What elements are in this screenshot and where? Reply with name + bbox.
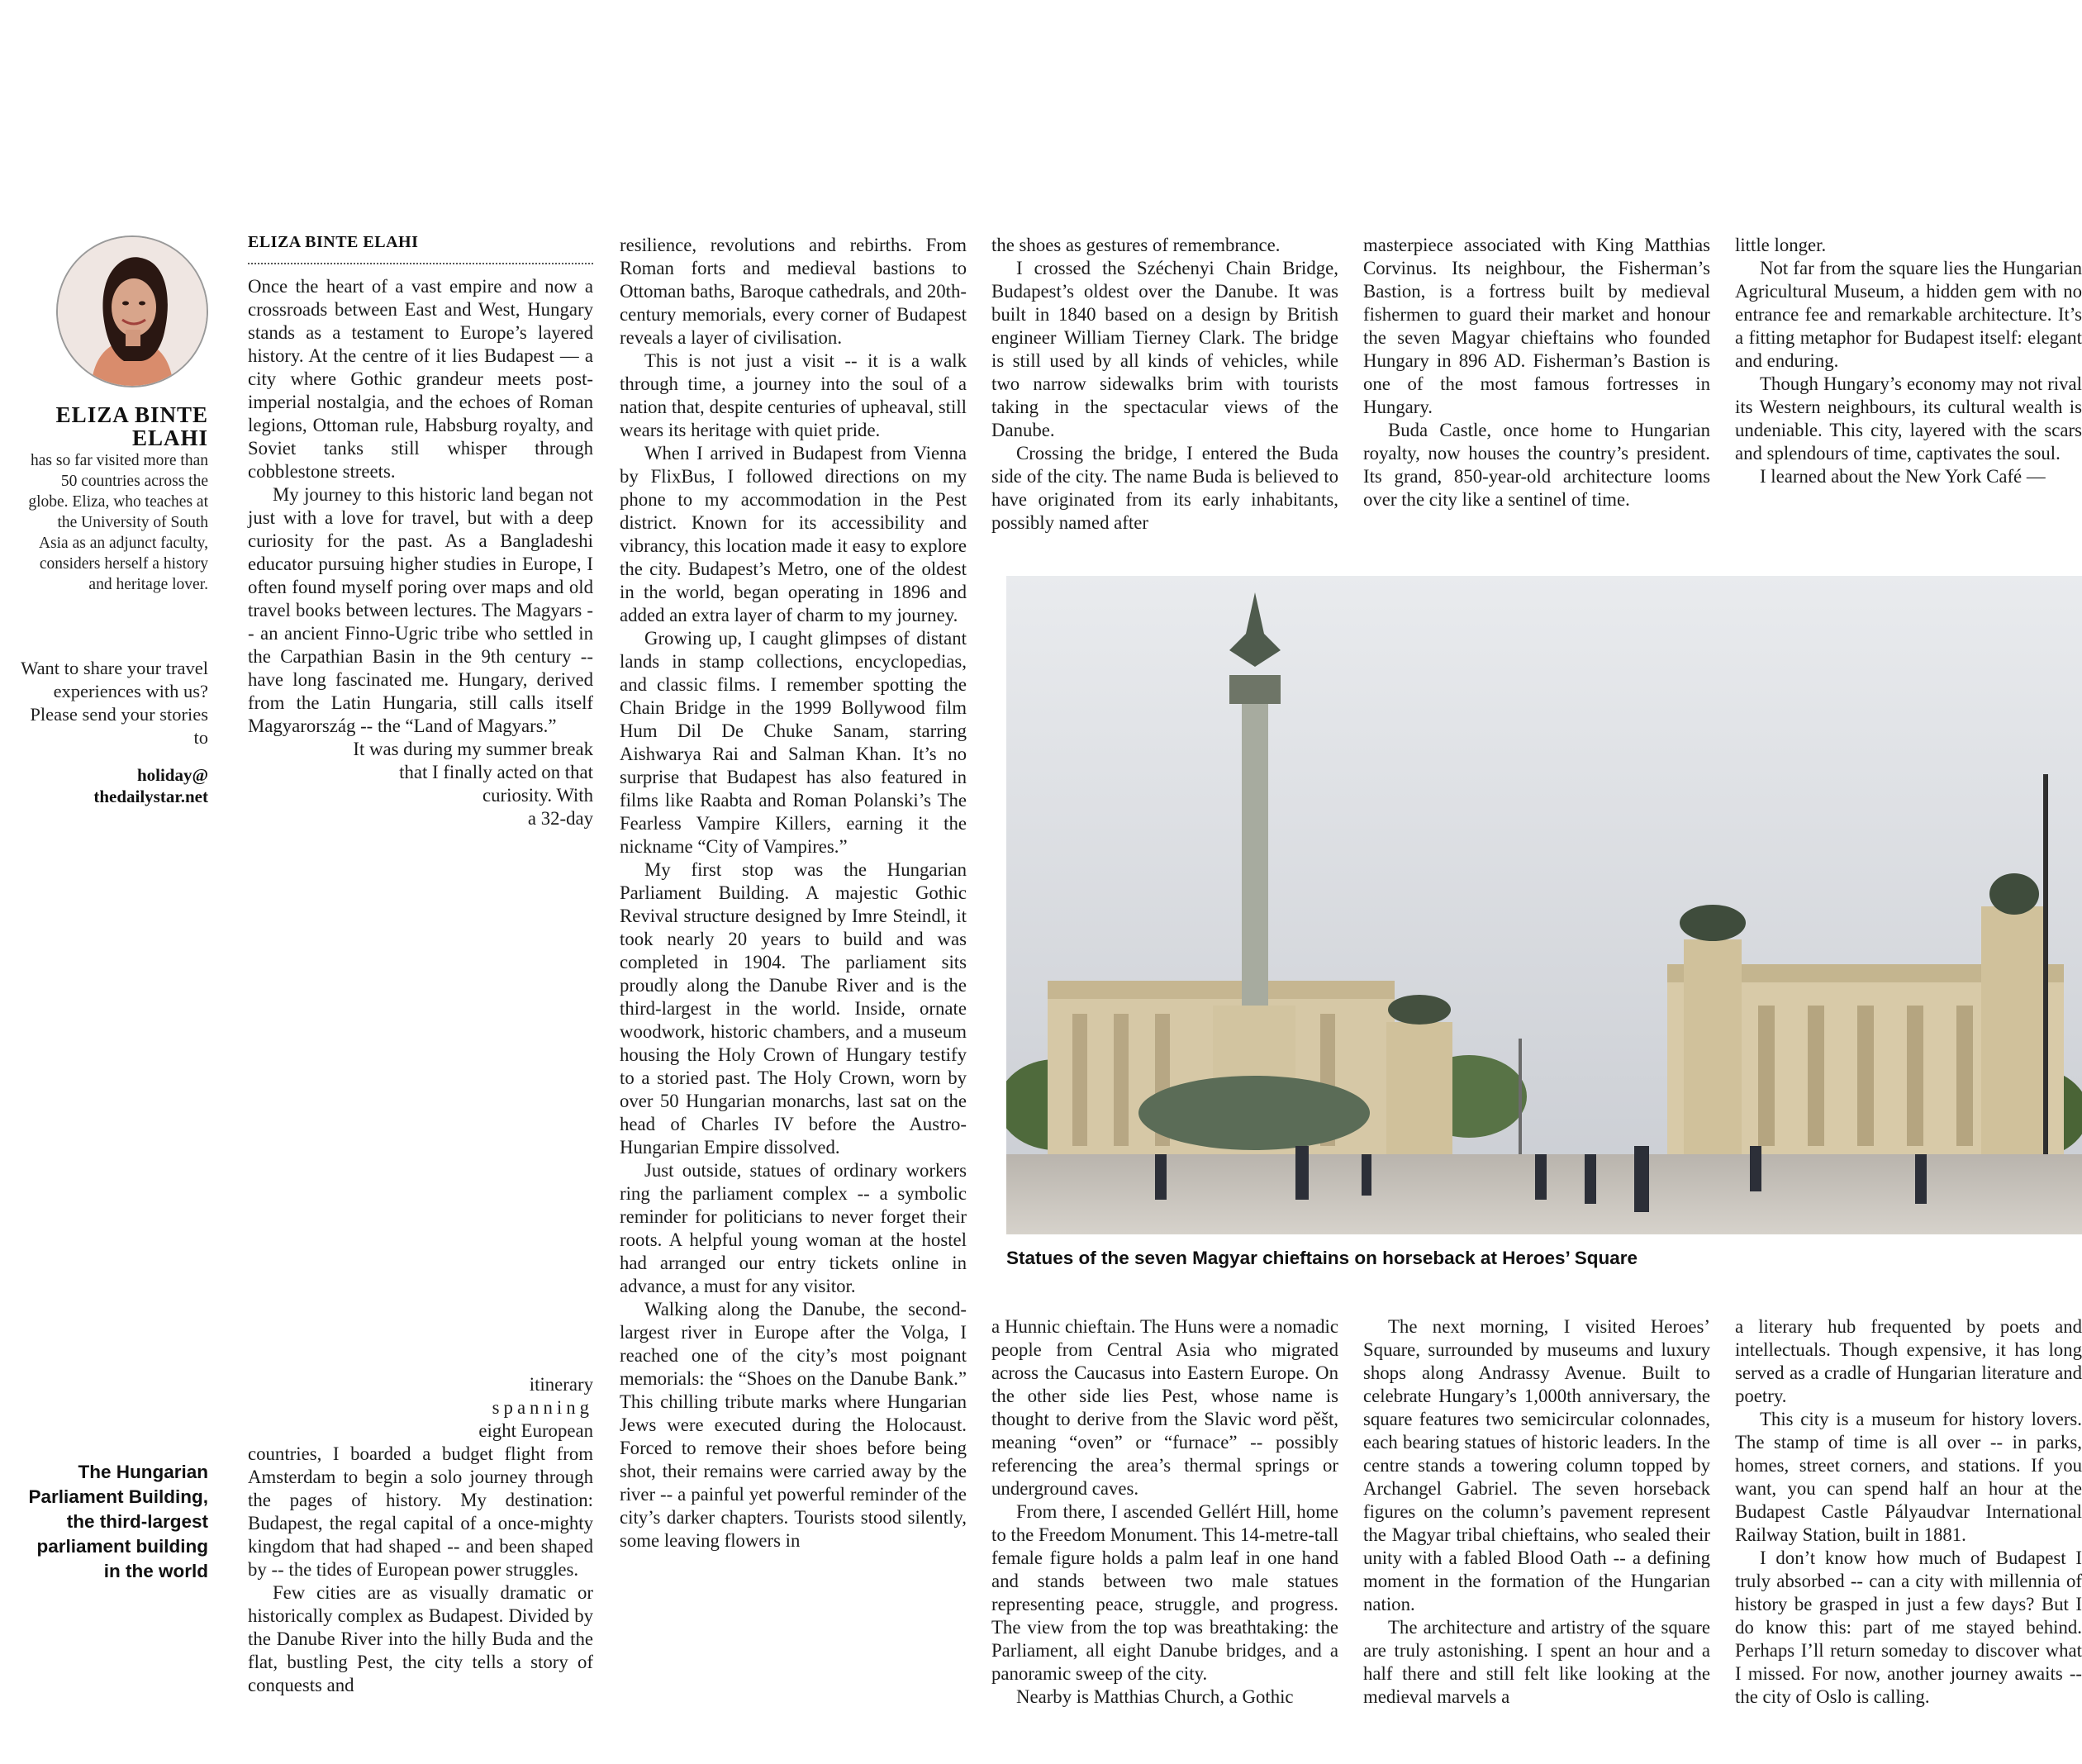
byline: ELIZA BINTE ELAHI [248,233,419,251]
wrap-line: spanning [492,1397,593,1418]
paragraph: I don’t know how much of Budapest I truly absorbed -- can a city with millennia of history be grasped in just a few days? But I do know this: part of me stayed behind. Perhaps I’ll return someday to discover what I missed. For now, another journey awaits -- the city of Oslo is calling. [1735,1548,2082,1707]
paragraph: When I arrived in Budapest from Vienna by FlixBus, I followed directions on my phone to my accommodation in the Pest district. Known for its accessibility and vibrancy, this location made it easy to explore the city. Budapest’s Metro, one of the oldest in the world, began operating in 1896 and added an extra layer of charm to my journey. [620,443,967,625]
wrap-line: It was during my summer break [353,739,593,759]
paragraph: Few cities are as visually dramatic or historically complex as Budapest. Divided by the Danube River into the hilly Buda and the flat, bustling Pest, the city tells a story of conquests and [248,1582,593,1695]
paragraph: Buda Castle, once home to Hungarian royalty, now houses the country’s president. Its grand, 850-year-old architecture looms over the city like a sentinel of time. [1363,420,1710,510]
paragraph: Just outside, statues of ordinary workers ring the parliament complex -- a symbolic reminder for politicians to never forget their roots. A helpful young woman at the hostel had arranged our entry tickets online in advance, a must for any visitor. [620,1160,967,1296]
paragraph: a Hunnic chieftain. The Huns were a nomadic people from Central Asia who migrated across the Caucasus into Eastern Europe. On the other side lies Pest, whose name is thought to derive from the Slavic word pěšt, meaning “oven” or “furnace” -- possibly referencing the area’s thermal springs or underground caves. [991,1316,1338,1499]
paragraph: This city is a museum for history lovers. The stamp of time is all over -- in parks, homes, street corners, and stations. If you want, you can spend half an hour at the Budapest Castle Pályaudvar International Railway Station, built in 1881. [1735,1409,2082,1545]
paragraph: Crossing the bridge, I entered the Buda side of the city. The name Buda is believed to have originated from its early inhabitants, possibly named after [991,443,1338,533]
paragraph: The architecture and artistry of the square are truly astonishing. I spent an hour and a half there and still felt like looking at the medieval marvels a [1363,1617,1710,1707]
paragraph: My journey to this historic land began not just with a love for travel, but with a deep curiosity for the past. As a Bangladeshi educator pursuing higher studies in Europe, I often found myself poring over maps and old travel books between lectures. The Magyars -- an ancient Finno-Ugric tribe who settled in the Carpathian Basin in the 9th century -- have long fascinated me. Hungary, derived from the Latin Hungaria, still calls itself Magyarország -- the “Land of Magyars.” [248,484,593,736]
column-4-bottom [1363,1315,1710,1709]
column-5-bottom [1735,1315,2082,1709]
paragraph: Nearby is Matthias Church, a Gothic [1016,1686,1294,1707]
contact-email[interactable] [33,764,208,807]
paragraph: I crossed the Széchenyi Chain Bridge, Budapest’s oldest over the Danube. It was built in 1840 based on a design by British engineer William Tierney Clark. The bridge is still used by all kinds of vehicles, while two narrow sidewalks brim with tourists taking in the spectacular views of the Danube. [991,258,1338,440]
column-3-bottom [991,1315,1338,1709]
paragraph: Though Hungary’s economy may not rival its Western neighbours, its cultural wealth is undeniable. This city, layered with the scars and splendours of time, captivates the soul. [1735,373,2082,464]
author-bio: has so far visited more than 50 countries across the globe. Eliza, who teaches at the University of South Asia as an adjunct faculty, considers herself a history and heritage lover. [28,452,208,593]
wrap-line: itinerary [529,1374,593,1395]
column-1-top [248,275,593,830]
paragraph: From there, I ascended Gellért Hill, home to the Freedom Monument. This 14-metre-tall female figure holds a palm leaf in one hand and stands between two male statues representing peace, struggle, and progress. The view from the top was breathtaking: the Parliament, all eight Danube bridges, and a panoramic sweep of the city. [991,1501,1338,1684]
author-name: ELIZA BINTE ELAHI [55,402,208,450]
wrap-line: that I finally acted on that [399,762,593,782]
column-3-top [991,234,1338,535]
paragraph: This is not just a visit -- it is a walk through time, a journey into the soul of a nation that, despite centuries of upheaval, still wears its heritage with quiet pride. [620,350,967,440]
byline-divider [248,263,593,264]
wrap-line: eight European [478,1420,593,1441]
paragraph: masterpiece associated with King Matthias Corvinus. Its neighbour, the Fisherman’s Bastion, is a fortress built by medieval fishermen to guard their market and honour the seven Magyar chieftains who founded Hungary in 896 AD. Fisherman’s Bastion is one of the most famous fortresses in Hungary. [1363,235,1710,417]
email-line-1: holiday@ [136,765,208,785]
column-4-top [1363,234,1710,511]
paragraph: Walking along the Danube, the second-largest river in Europe after the Volga, I reached one of the city’s most poignant memorials: the “Shoes on the Danube Bank.” This chilling tribute marks where Hungarian Jews were executed during the Holocaust. Forced to remove their shoes before being shot, their remains were carried away by the river -- a painful yet powerful reminder of the city’s darker chapters. Tourists stood silently, some leaving flowers in [620,1299,967,1551]
wrap-line: a 32-day [527,808,593,829]
paragraph: Not far from the square lies the Hungarian Agricultural Museum, a hidden gem with no entrance fee and remarkable architecture. It’s a fitting metaphor for Budapest itself: elegant and enduring. [1735,258,2082,371]
column-1-bottom [248,1373,593,1697]
column-2 [620,234,967,1552]
paragraph: a literary hub frequented by poets and intellectuals. Though expensive, it has long served as a cradle of Hungarian literature and poetry. [1735,1316,2082,1406]
paragraph: I learned about the New York Café — [1760,466,2046,487]
heroes-square-photo [1006,576,2082,1234]
share-prompt: Want to share your travel experiences with us? Please send your stories to [21,658,208,748]
parliament-caption: The Hungarian Parliament Building, the third-largest parliament building in the world [28,1462,208,1581]
paragraph: Once the heart of a vast empire and now a crossroads between East and West, Hungary stands as a testament to Europe’s layered history. At the centre of it lies Budapest — a city where Gothic grandeur meets post-imperial nostalgia, and the echoes of Roman legions, Ottoman rule, Habsburg royalty, and Soviet tanks still whisper through cobblestone streets. [248,276,593,482]
paragraph: The next morning, I visited Heroes’ Square, surrounded by museums and luxury shops along Andrassy Avenue. Built to celebrate Hungary’s 1,000th anniversary, the square features two semicircular colonnades, each bearing statues of historic leaders. In the centre stands a towering column topped by Archangel Gabriel. The seven horseback figures on the column’s pavement represent the Magyar tribal chieftains, who sealed their unity with a fabled Blood Oath -- a defining moment in the formation of the Hungarian nation. [1363,1316,1710,1614]
paragraph: the shoes as gestures of remembrance. [991,235,1281,255]
paragraph: countries, I boarded a budget flight from Amsterdam to begin a solo journey through the pages of history. My destination: Budapest, the regal capital of a once-mighty kingdom that had shaped -- and been shaped by -- the tides of European power struggles. [248,1443,593,1580]
paragraph: little longer. [1735,235,1827,255]
wrap-line: curiosity. With [482,785,593,806]
author-photo [56,235,208,388]
paragraph: resilience, revolutions and rebirths. From Roman forts and medieval bastions to Ottoman baths, Baroque cathedrals, and 20th-century memorials, every corner of Budapest reveals a layer of civilisation. [620,235,967,348]
photo-caption: Statues of the seven Magyar chieftains on horseback at Heroes’ Square [1006,1248,1638,1268]
email-line-2: thedailystar.net [93,787,208,806]
paragraph: Growing up, I caught glimpses of distant lands in stamp collections, encyclopedias, and classic films. I remember spotting the Chain Bridge in the 1999 Bollywood film Hum Dil De Chuke Sanam, starring Aishwarya Rai and Salman Khan. It’s no surprise that Budapest has also featured in films like Raabta and Roman Polanski’s The Fearless Vampire Killers, earning it the nickname “City of Vampires.” [620,628,967,857]
paragraph: My first stop was the Hungarian Parliament Building. A majestic Gothic Revival structure designed by Imre Steindl, it took nearly 20 years to build and was completed in 1904. The parliament sits proudly along the Danube River and is the third-largest in the world. Inside, ornate woodwork, historic chambers, and a museum housing the Holy Crown of Hungary testify to a storied past. The Holy Crown, worn by over 50 Hungarian monarchs, last sat on the head of Charles IV before the Austro-Hungarian Empire dissolved. [620,859,967,1158]
column-5-top [1735,234,2082,488]
